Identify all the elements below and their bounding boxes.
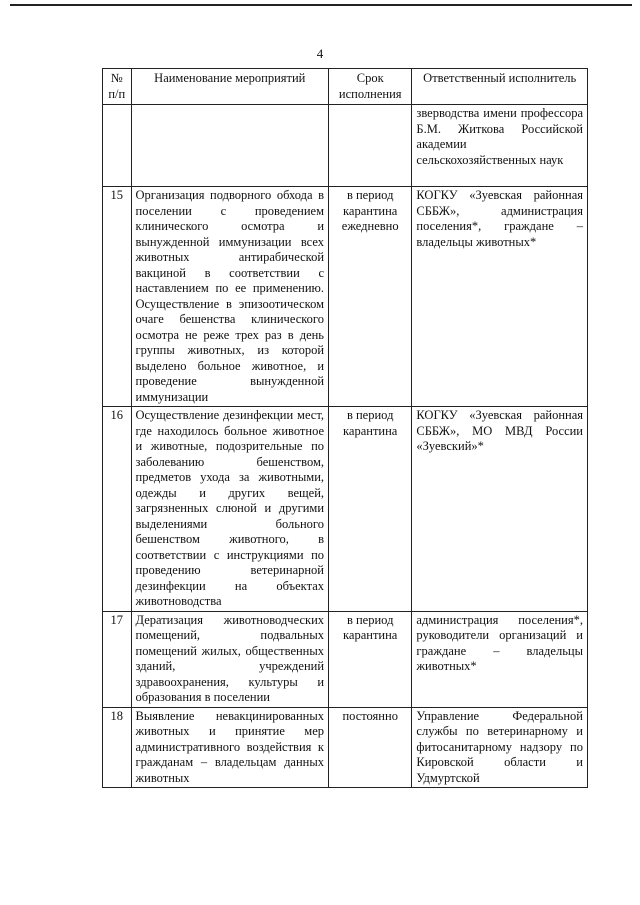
cell-term: в период карантина <box>329 611 412 707</box>
table-row <box>103 187 588 407</box>
cell-term: в период карантина ежедневно <box>329 187 412 407</box>
cell-name <box>131 105 329 187</box>
measures-table <box>102 68 588 788</box>
header-name: Наименование мероприятий <box>131 69 329 105</box>
cell-responsible: КОГКУ «Зуевская районная СББЖ», администрация поселения*, граждане – владельцы животных* <box>412 187 588 407</box>
cell-responsible: КОГКУ «Зуевская районная СББЖ», МО МВД России «Зуевский»* <box>412 407 588 612</box>
cell-name: Осуществление дезинфекции мест, где находилось больное животное и животные, подозрительные по заболеванию бешенством, предметов ухода за животными, одежды и других вещей, загрязненных слюной и другими выделениями больного бешенством животного, в соответствии с инструкциями по проведению ветеринарной дезинфекции на объектах животноводства <box>131 407 329 612</box>
cell-term: в период карантина <box>329 407 412 612</box>
cell-name: Дератизация животноводческих помещений, подвальных помещений жилых, общественных зданий, учреждений здравоохранения, культуры и образования в поселении <box>131 611 329 707</box>
cell-num: 16 <box>103 407 132 612</box>
cell-name: Выявление невакцинированных животных и принятие мер административного воздействия к гражданам – владельцам данных животных <box>131 707 329 788</box>
cell-num: 18 <box>103 707 132 788</box>
cell-term: постоянно <box>329 707 412 788</box>
cell-name: Организация подворного обхода в поселении с проведением клинического осмотра и вынужденной иммунизации всех животных антирабической вакциной в соответствии с наставлением по ее применению. Осуществление в эпизоотическом очаге бешенства клинического осмотра не реже трех раз в день группы животных, из которой выделено больное животное, и проведение вынужденной иммунизации <box>131 187 329 407</box>
cell-responsible: зверводства имени профессора Б.М. Житкова Российской академии сельскохозяйственных наук <box>412 105 588 187</box>
page-number: 4 <box>316 46 324 61</box>
cell-num <box>103 105 132 187</box>
cell-responsible: Управление Федеральной службы по ветеринарному и фитосанитарному надзору по Кировской области и Удмуртской <box>412 707 588 788</box>
header-num: № п/п <box>103 69 132 105</box>
cell-num: 15 <box>103 187 132 407</box>
table-row-continuation <box>103 105 588 187</box>
cell-num: 17 <box>103 611 132 707</box>
header-term: Срок исполнения <box>329 69 412 105</box>
table-header-row <box>103 69 588 105</box>
cell-term <box>329 105 412 187</box>
cell-responsible: администрация поселения*, руководители организаций и граждане – владельцы животных* <box>412 611 588 707</box>
table-row <box>103 611 588 707</box>
header-responsible: Ответственный исполнитель <box>412 69 588 105</box>
top-border-line <box>10 4 632 6</box>
table-row <box>103 407 588 612</box>
table-row <box>103 707 588 788</box>
